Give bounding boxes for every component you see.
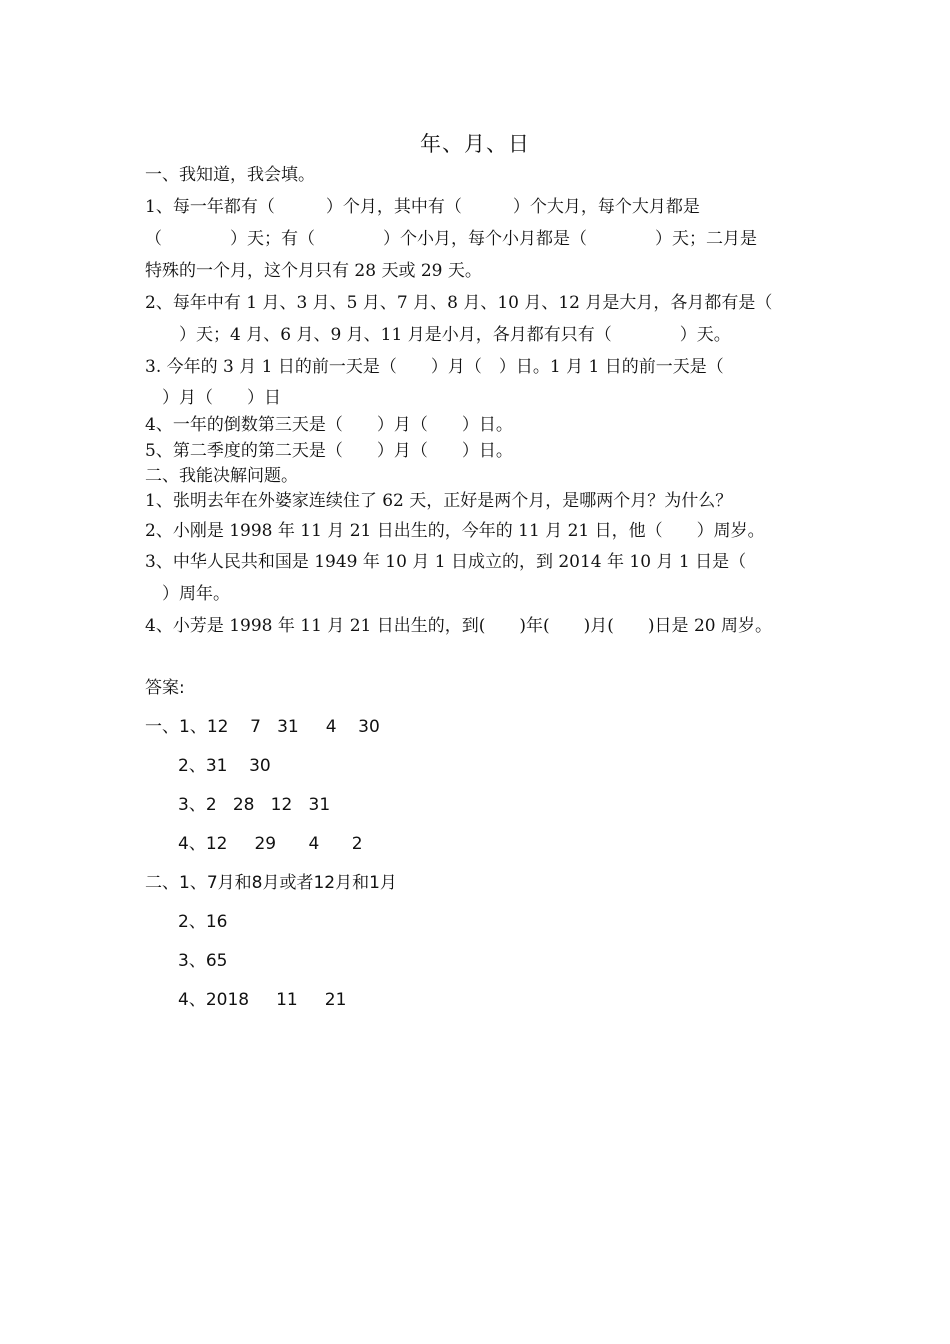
section2-heading: 二、我能决解问题。 xyxy=(145,466,298,486)
problem-2: 2、小刚是 1998 年 11 月 21 日出生的，今年的 11 月 21 日，他（ ）周岁。 xyxy=(145,521,765,541)
question-5: 5、第二季度的第二天是（ ）月（ ）日。 xyxy=(145,441,513,461)
problem-1: 1、张明去年在外婆家连续住了 62 天，正好是两个月，是哪两个月？为什么？ xyxy=(145,491,733,511)
problem-3-line-1: 3、中华人民共和国是 1949 年 10 月 1 日成立的，到 2014 年 10 月 1 日是（ xyxy=(145,552,747,572)
section1-heading: 一、我知道，我会填。 xyxy=(145,165,315,185)
question-4: 4、一年的倒数第三天是（ ）月（ ）日。 xyxy=(145,415,513,435)
question-1-line-1: 1、每一年都有（ ）个月，其中有（ ）个大月，每个大月都是 xyxy=(145,197,700,217)
question-1-line-3: 特殊的一个月，这个月只有 28 天或 29 天。 xyxy=(145,261,482,281)
answer-2-3: 3、65 xyxy=(178,951,228,971)
question-3-line-1: 3. 今年的 3 月 1 日的前一天是（ ）月（ ）日。1 月 1 日的前一天是（ xyxy=(145,357,724,377)
question-2-line-1: 2、每年中有 1 月、3 月、5 月、7 月、8 月、10 月、12 月是大月，各月都有是（ xyxy=(145,293,773,313)
question-3-line-2: ）月（ ）日 xyxy=(145,388,281,408)
question-2-line-2: ）天；4 月、6 月、9 月、11 月是小月，各月都有只有（ ）天。 xyxy=(145,325,731,345)
answer-1-3: 3、2 28 12 31 xyxy=(178,795,331,815)
question-1-line-2: （ ）天；有（ ）个小月，每个小月都是（ ）天；二月是 xyxy=(145,229,757,249)
answer-1-2: 2、31 30 xyxy=(178,756,271,776)
answer-2-2: 2、16 xyxy=(178,912,228,932)
problem-4: 4、小芳是 1998 年 11 月 21 日出生的，到( )年( )月( )日是 20 周岁。 xyxy=(145,616,772,636)
answer-1-1: 一、1、12 7 31 4 30 xyxy=(145,717,380,737)
problem-3-line-2: ）周年。 xyxy=(145,584,230,604)
answer-2-1: 二、1、7月和8月或者12月和1月 xyxy=(145,873,397,893)
answer-2-4: 4、2018 11 21 xyxy=(178,990,347,1010)
answers-heading: 答案: xyxy=(145,678,185,698)
page-title: 年、月、日 xyxy=(420,132,530,156)
answer-1-4: 4、12 29 4 2 xyxy=(178,834,363,854)
